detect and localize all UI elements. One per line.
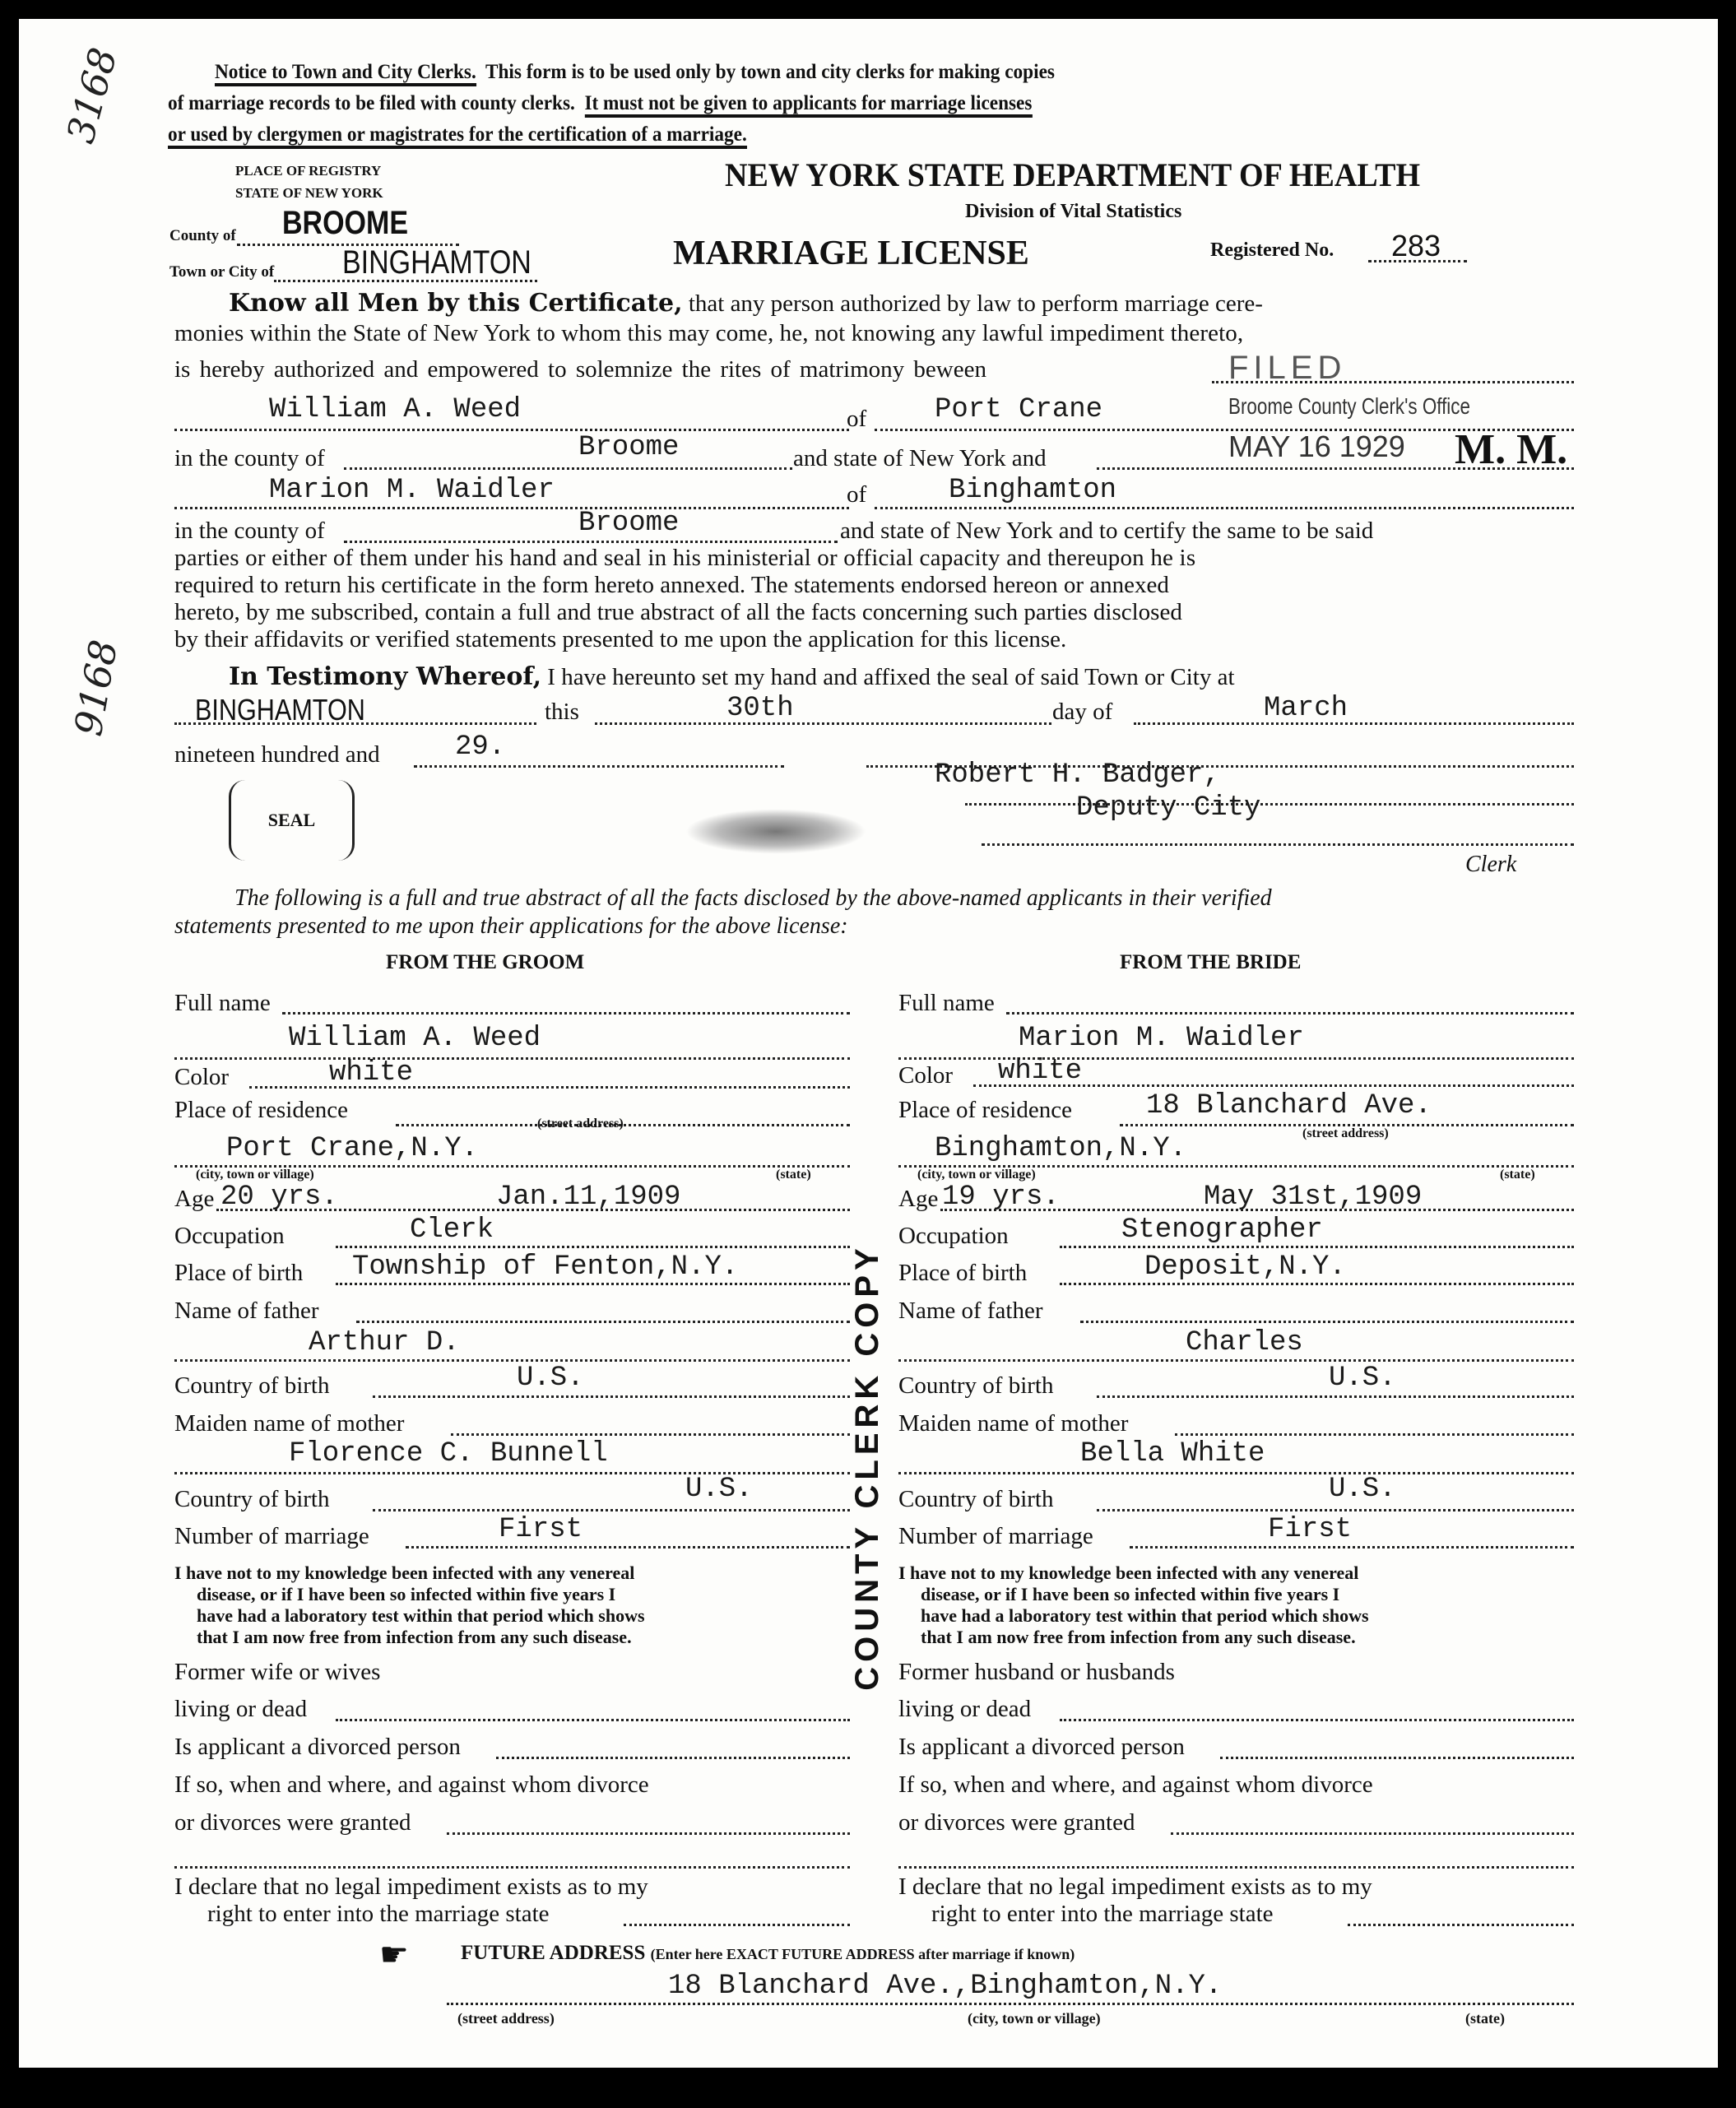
dotted-line [1060, 1719, 1574, 1721]
groom-birth-date: Jan.11,1909 [496, 1182, 681, 1213]
state-note: (state) [776, 1168, 811, 1182]
dotted-line [344, 541, 838, 543]
state-of-new-york: STATE OF NEW YORK [235, 185, 383, 201]
groom-age: 20 yrs. [220, 1182, 338, 1213]
groom-birthplace: Township of Fenton,N.Y. [352, 1251, 739, 1283]
future-address-value: 18 Blanchard Ave.,Binghamton,N.Y. [668, 1971, 1223, 2002]
dotted-line [451, 1433, 850, 1436]
divorce-details-label: If so, when and where, and against whom divorce [898, 1771, 1373, 1798]
dotted-line [898, 1472, 1574, 1474]
birthplace-label: Place of birth [174, 1260, 304, 1286]
country-label: Country of birth [174, 1372, 330, 1399]
county-label: in the county of [174, 518, 325, 544]
dotted-line [373, 1509, 850, 1511]
county-value: BROOME [282, 205, 408, 241]
abstract-line-1: The following is a full and true abstract of all the facts disclosed by the above-named applicants in their verified [234, 885, 1272, 911]
dotted-line [336, 1246, 850, 1248]
dotted-line [356, 1321, 850, 1323]
dotted-line [1134, 722, 1574, 725]
divorces-granted-label: or divorces were granted [898, 1809, 1135, 1836]
bride-mother: Bella White [1080, 1438, 1265, 1470]
disclaimer-line: I have not to my knowledge been infected with any venereal [174, 1562, 635, 1583]
bride-birth-date: May 31st,1909 [1204, 1182, 1423, 1213]
dotted-line [336, 1719, 850, 1721]
dotted-line [174, 1866, 850, 1869]
state-caption: (state) [1465, 2010, 1505, 2027]
bride-color: white [998, 1056, 1083, 1087]
of-label: of [847, 406, 867, 432]
dotted-line [282, 1012, 850, 1015]
party1-name: William A. Weed [269, 394, 522, 425]
notice-line-1 [215, 60, 1055, 84]
living-dead-label: living or dead [898, 1696, 1032, 1722]
disclaimer [174, 1562, 645, 1648]
signature-line [1348, 1924, 1574, 1926]
groom-father-country: U.S. [517, 1363, 584, 1394]
dotted-line [336, 1283, 850, 1285]
groom-residence: Port Crane,N.Y. [226, 1133, 479, 1164]
dotted-line [174, 1057, 850, 1060]
signer-title: Deputy City [1076, 792, 1261, 824]
bride-marriage-number: First [1268, 1514, 1353, 1545]
clerk-label: Clerk [1465, 852, 1517, 877]
stamp-initials: M. M. [1455, 426, 1568, 473]
dotted-line [414, 765, 784, 768]
license-line-3: is hereby authorized and empowered to solemnize the rites of matrimony beween [174, 356, 986, 383]
groom-heading: FROM THE GROOM [386, 951, 585, 973]
county-clerk-copy-label: COUNTY CLERK COPY [849, 1243, 885, 1691]
signature: Robert H. Badger, [935, 759, 1220, 791]
occupation-label: Occupation [898, 1223, 1009, 1249]
notice-line-2 [168, 91, 1032, 115]
disclaimer [898, 1562, 1369, 1648]
license-line-2: monies within the State of New York to whom this may come, he, not knowing any lawful impediment thereto, [174, 320, 1244, 346]
dotted-line [174, 1359, 850, 1362]
marriage-number-label: Number of marriage [174, 1523, 369, 1549]
dotted-line [1175, 1433, 1574, 1436]
declare-line-1: I declare that no legal impediment exists as to my [174, 1874, 648, 1900]
dotted-line [1097, 467, 1574, 470]
full-name-label: Full name [174, 990, 271, 1016]
groom-marriage-number: First [499, 1514, 583, 1545]
disclaimer-line: have had a laboratory test within that period which shows [921, 1605, 1369, 1626]
bride-birthplace: Deposit,N.Y. [1144, 1251, 1346, 1283]
dotted-line [447, 1832, 850, 1835]
dotted-line [344, 467, 792, 470]
bride-age: 19 yrs. [942, 1182, 1060, 1213]
residence-label: Place of residence [174, 1097, 348, 1123]
document-title: MARRIAGE LICENSE [673, 234, 1029, 272]
street-address-note: (street address) [1302, 1126, 1389, 1140]
dotted-line [1171, 1832, 1574, 1835]
clerk-office-stamp: Broome County Clerk's Office [1228, 393, 1470, 419]
department-title: NEW YORK STATE DEPARTMENT OF HEALTH [725, 156, 1421, 193]
state-certify-label: and state of New York and to certify the same to be said [840, 518, 1374, 544]
bride-father: Charles [1186, 1327, 1303, 1358]
groom-father: Arthur D. [309, 1327, 460, 1358]
town-value: BINGHAMTON [342, 244, 531, 281]
bride-full-name: Marion M. Waidler [1019, 1023, 1304, 1054]
bride-street: 18 Blanchard Ave. [1146, 1090, 1432, 1121]
mother-label: Maiden name of mother [174, 1410, 405, 1437]
registered-number: 283 [1391, 229, 1441, 262]
party2-name: Marion M. Waidler [269, 475, 555, 506]
seal-box [229, 780, 355, 861]
license-line-7: by their affidavits or verified statements presented to me upon the application for this license. [174, 626, 1067, 652]
dotted-line [982, 843, 1574, 846]
notice-heading: Notice to Town and City Clerks. [215, 61, 476, 86]
notice-warning: or used by clergymen or magistrates for the certification of a marriage. [168, 123, 747, 149]
birthplace-label: Place of birth [898, 1260, 1028, 1286]
dotted-line [898, 1866, 1574, 1869]
stamp-date: MAY 16 1929 [1228, 429, 1405, 463]
testimony-day: 30th [726, 693, 794, 724]
mother-label: Maiden name of mother [898, 1410, 1129, 1437]
color-label: Color [898, 1062, 954, 1089]
filed-stamp: FILED [1228, 350, 1347, 386]
dotted-line [1060, 1283, 1574, 1285]
occupation-label: Occupation [174, 1223, 285, 1249]
know-all-men: Know all Men by this Certificate, [229, 289, 683, 318]
pointing-hand-icon: ☛ [379, 1936, 409, 1973]
country-label: Country of birth [898, 1486, 1054, 1512]
city-caption: (city, town or village) [968, 2010, 1101, 2027]
dotted-line [174, 429, 849, 431]
dotted-line [1220, 1757, 1574, 1759]
city-town-note: (city, town or village) [917, 1168, 1036, 1182]
street-address-caption: (street address) [457, 2010, 555, 2027]
street-address-note: (street address) [537, 1117, 624, 1131]
state-and-label: and state of New York and [793, 445, 1047, 471]
disclaimer-line: that I am now free from infection from any such disease. [921, 1627, 1356, 1647]
license-line-4: parties or either of them under his hand and seal in his ministerial or official capacity and thereupon he is [174, 545, 1196, 571]
living-dead-label: living or dead [174, 1696, 308, 1722]
notice-text: of marriage records to be filed with county clerks. [168, 92, 575, 114]
division-title: Division of Vital Statistics [965, 201, 1182, 222]
divorced-label: Is applicant a divorced person [898, 1734, 1185, 1760]
bride-mother-country: U.S. [1329, 1474, 1396, 1505]
seal-label: SEAL [267, 810, 316, 830]
divorced-label: Is applicant a divorced person [174, 1734, 461, 1760]
party2-county: Broome [578, 508, 680, 539]
dotted-line [875, 429, 1574, 431]
disclaimer-line: I have not to my knowledge been infected with any venereal [898, 1562, 1359, 1583]
groom-mother: Florence C. Bunnell [289, 1438, 608, 1470]
country-label: Country of birth [174, 1486, 330, 1512]
registered-label: Registered No. [1210, 239, 1334, 261]
dotted-line [1212, 381, 1574, 383]
dotted-line [595, 722, 1051, 725]
groom-full-name: William A. Weed [289, 1023, 541, 1054]
bride-father-country: U.S. [1329, 1363, 1396, 1394]
testimony-text: I have hereunto set my hand and affixed the seal of said Town or City at [547, 664, 1235, 690]
bride-heading: FROM THE BRIDE [1120, 951, 1302, 973]
notice-warning: It must not be given to applicants for marriage licenses [584, 92, 1032, 118]
county-label: County of [169, 227, 236, 244]
testimony-line [229, 664, 1235, 690]
divorces-granted-label: or divorces were granted [174, 1809, 411, 1836]
full-name-label: Full name [898, 990, 995, 1016]
year-label: nineteen hundred and [174, 741, 380, 768]
dotted-line [406, 1546, 850, 1548]
dotted-line [1080, 1321, 1574, 1323]
dotted-line [1006, 1012, 1574, 1015]
of-label: of [847, 481, 867, 508]
license-line-1 [229, 290, 1263, 317]
notice-text: This form is to be used only by town and city clerks for making copies [485, 61, 1055, 83]
abstract-line-2: statements presented to me upon their applications for the above license: [174, 913, 848, 939]
declare-line-2: right to enter into the marriage state [207, 1901, 550, 1927]
city-town-note: (city, town or village) [196, 1168, 314, 1182]
residence-label: Place of residence [898, 1097, 1072, 1123]
bride-residence: Binghamton,N.Y. [935, 1133, 1187, 1164]
declare-line-1: I declare that no legal impediment exists as to my [898, 1874, 1372, 1900]
disclaimer-line: disease, or if I have been so infected within five years I [921, 1584, 1340, 1604]
disclaimer-line: disease, or if I have been so infected within five years I [197, 1584, 616, 1604]
dotted-line [1097, 1395, 1574, 1398]
dotted-line [373, 1395, 850, 1398]
future-address-label [461, 1942, 1075, 1965]
testimony-heading: In Testimony Whereof, [229, 662, 542, 691]
marriage-number-label: Number of marriage [898, 1523, 1093, 1549]
age-label: Age [174, 1186, 215, 1212]
handwritten-number: 3168 [58, 43, 126, 148]
this-label: this [545, 699, 579, 725]
color-label: Color [174, 1064, 230, 1090]
father-label: Name of father [898, 1298, 1043, 1324]
father-label: Name of father [174, 1298, 319, 1324]
declare-line-2: right to enter into the marriage state [931, 1901, 1274, 1927]
groom-mother-country: U.S. [685, 1474, 753, 1505]
dotted-line [875, 507, 1574, 509]
dotted-line [898, 1359, 1574, 1362]
dotted-line [174, 507, 849, 509]
town-label: Town or City of [169, 263, 275, 281]
disclaimer-line: that I am now free from infection from any such disease. [197, 1627, 632, 1647]
former-spouse-label: Former wife or wives [174, 1659, 381, 1685]
dotted-line [1060, 1246, 1574, 1248]
party1-place: Port Crane [935, 394, 1103, 425]
dotted-line [1130, 1546, 1574, 1548]
county-label: in the county of [174, 445, 325, 471]
license-line-6: hereto, by me subscribed, contain a full and true abstract of all the facts concerning such parties disclosed [174, 599, 1182, 625]
state-note: (state) [1500, 1168, 1535, 1182]
dotted-line [496, 1757, 850, 1759]
disclaimer-line: have had a laboratory test within that period which shows [197, 1605, 645, 1626]
country-label: Country of birth [898, 1372, 1054, 1399]
party2-place: Binghamton [949, 475, 1117, 506]
license-text: that any person authorized by law to perform marriage cere- [688, 290, 1263, 317]
marriage-license-form [19, 19, 1718, 2068]
handwritten-side-number: 9168 [65, 636, 127, 740]
notice-line-3 [168, 123, 747, 146]
dotted-line [965, 803, 1574, 806]
testimony-year: 29. [455, 731, 506, 763]
dotted-line [1097, 1509, 1574, 1511]
seal-impression [685, 809, 866, 854]
day-of-label: day of [1052, 699, 1113, 725]
future-address-heading: FUTURE ADDRESS [461, 1942, 646, 1964]
former-spouse-label: Former husband or husbands [898, 1659, 1175, 1685]
place-of-registry: PLACE OF REGISTRY [235, 163, 382, 179]
signature-line [624, 1924, 850, 1926]
license-line-5: required to return his certificate in the form hereto annexed. The statements endorsed hereon or annexed [174, 572, 1169, 598]
dotted-line [447, 2003, 1574, 2005]
divorce-details-label: If so, when and where, and against whom divorce [174, 1771, 649, 1798]
groom-color: white [329, 1057, 414, 1089]
groom-occupation: Clerk [410, 1214, 494, 1246]
age-label: Age [898, 1186, 939, 1212]
party1-county: Broome [578, 432, 680, 463]
testimony-place: BINGHAMTON [195, 693, 365, 727]
testimony-month: March [1264, 693, 1348, 724]
bride-occupation: Stenographer [1121, 1214, 1323, 1246]
future-address-note: (Enter here EXACT FUTURE ADDRESS after marriage if known) [650, 1946, 1075, 1962]
